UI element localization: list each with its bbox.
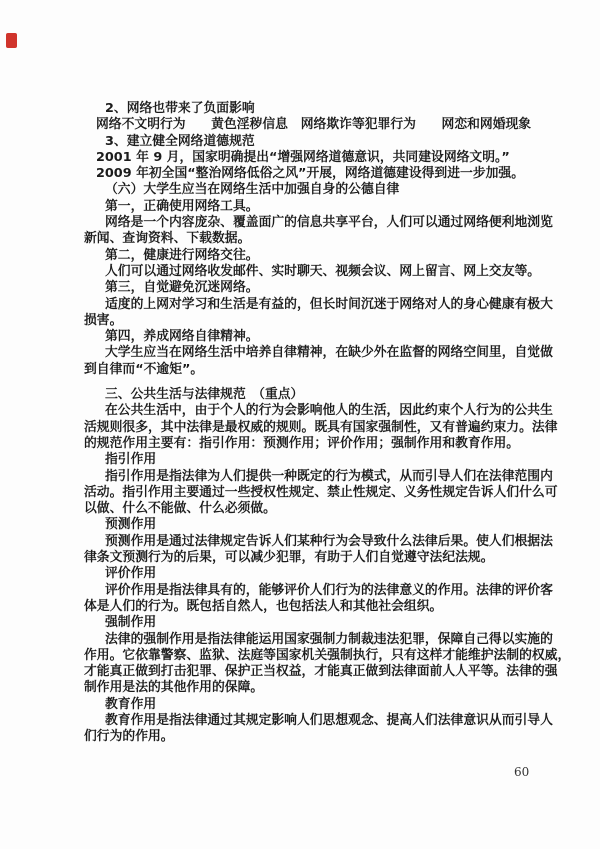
text-line: 的规范作用主要有：指引作用：预测作用；评价作用；强制作用和教育作用。 (84, 435, 520, 451)
text-line: 2009 年初全国“整治网络低俗之风”开展，网络道德建设得到进一步加强。 (96, 166, 525, 182)
text-line: 新闻、查询资料、下载数据。 (84, 231, 251, 247)
text-line: 制作用是法的其他作用的保障。 (84, 680, 264, 696)
text-line: 2001 年 9 月，国家明确提出“增强网络道德意识，共同建设网络文明。” (96, 149, 510, 165)
text-line: 第三，自觉避免沉迷网络。 (105, 280, 259, 296)
text-line: 第四，养成网络自律精神。 (105, 329, 259, 345)
text-line: 损害。 (84, 312, 123, 328)
text-line: 活规则很多，其中法律是最权威的规则。既具有国家强制性，又有普遍约束力。法律 (84, 419, 558, 435)
document-body (84, 101, 571, 746)
text-line: 以做、什么不能做、什么必须做。 (84, 501, 276, 517)
text-line: 2、网络也带来了负面影响 (105, 101, 255, 116)
text-line: 评价作用 (105, 566, 157, 582)
text-line: 大学生应当在网络生活中培养自律精神，在缺少外在监督的网络空间里，自觉做 (105, 345, 553, 361)
text-line: 强制作用 (105, 615, 157, 631)
text-line: 作用。它依靠警察、监狱、法庭等国家机关强制执行，只有这样才能维护法制的权威， (84, 647, 571, 663)
text-line: 预测作用是通过法律规定告诉人们某种行为会导致什么法律后果。使人们根据法 (105, 533, 553, 549)
text-line: 网络不文明行为 黄色淫秽信息 网络欺诈等犯罪行为 网恋和网婚现象 (96, 117, 532, 133)
text-line: 三、公共生活与法律规范 （重点） (105, 387, 304, 403)
text-line: 到自律而“不逾矩”。 (84, 361, 204, 377)
text-line: 在公共生活中，由于个人的行为会影响他人的生活，因此约束个人行为的公共生 (105, 403, 553, 419)
text-line: （六）大学生应当在网络生活中加强自身的公德自律 (105, 182, 400, 198)
text-line: 教育作用 (105, 696, 157, 712)
text-line: 第二，健康进行网络交往。 (105, 247, 259, 263)
text-line: 律条文预测行为的后果，可以减少犯罪，有助于人们自觉遵守法纪法规。 (84, 550, 494, 566)
text-line: 教育作用是指法律通过其规定影响人们思想观念、提高人们法律意识从而引导人 (105, 712, 553, 728)
text-line: 预测作用 (105, 517, 157, 533)
text-line: 评价作用是指法律具有的，能够评价人们行为的法律意义的作用。法律的评价客 (105, 582, 553, 598)
text-line: 们行为的作用。 (84, 729, 174, 745)
text-line: 人们可以通过网络收发邮件、实时聊天、视频会议、网上留言、网上交友等。 (105, 263, 541, 279)
text-line: 第一，正确使用网络工具。 (105, 198, 259, 214)
text-line: 适度的上网对学习和生活是有益的，但长时间沉迷于网络对人的身心健康有极大 (105, 296, 553, 312)
text-line: 活动。指引作用主要通过一些授权性规定、禁止性规定、义务性规定告诉人们什么可 (84, 484, 558, 500)
text-line: 网络是一个内容庞杂、覆盖面广的信息共享平台，人们可以通过网络便利地浏览 (105, 215, 553, 231)
text-line: 指引作用是指法律为人们提供一种既定的行为模式，从而引导人们在法律范围内 (105, 468, 553, 484)
red-stamp (6, 33, 17, 48)
text-line: 3、建立健全网络道德规范 (105, 133, 255, 149)
text-line: 法律的强制作用是指法律能运用国家强制力制裁违法犯罪，保障自己得以实施的 (105, 631, 553, 647)
text-line: 指引作用 (105, 452, 157, 468)
page-number: 60 (514, 765, 530, 779)
text-line: 体是人们的行为。既包括自然人，也包括法人和其他社会组织。 (84, 598, 443, 614)
text-line: 才能真正做到打击犯罪、保护正当权益，才能真正做到法律面前人人平等。法律的强 (84, 664, 558, 680)
